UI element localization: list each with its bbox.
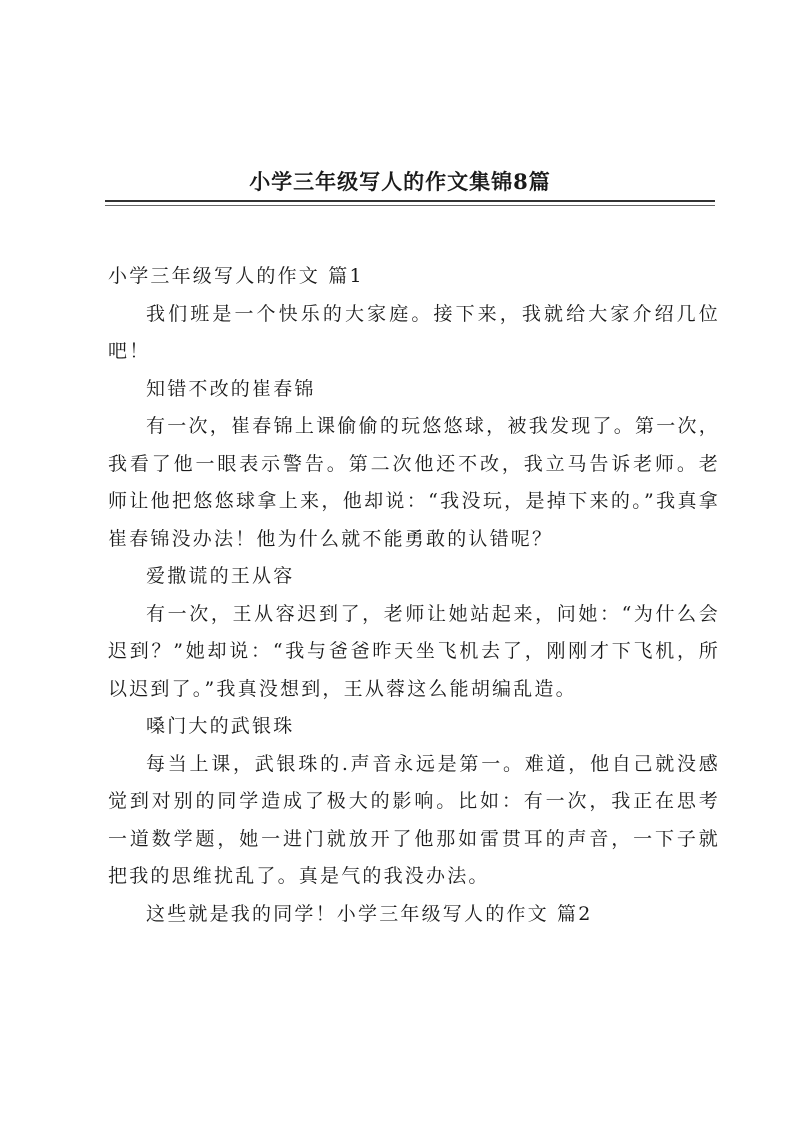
document-body <box>108 258 720 933</box>
paragraph-closing: 这些就是我的同学！小学三年级写人的作文 篇2 <box>146 902 593 925</box>
subheading-cui-chunjin: 知错不改的崔春锦 <box>146 377 316 400</box>
subheading-wu-yinzhu: 嗓门大的武银珠 <box>146 715 295 737</box>
paragraph-intro: 我们班是一个快乐的大家庭。接下来，我就给大家介绍几位吧！ <box>108 302 720 362</box>
title-rule-thick <box>105 200 715 202</box>
section-heading: 小学三年级写人的作文 篇1 <box>108 265 364 287</box>
document-title: 小学三年级写人的作文集锦8篇 <box>249 169 551 194</box>
paragraph-wu-yinzhu: 每当上课，武银珠的.声音永远是第一。难道，他自己就没感觉到对别的同学造成了极大的影响。比如：有一次，我正在思考一道数学题，她一进门就放开了他那如雷贯耳的声音，一下子就把我的思维扰乱了。真是气的我没办法。 <box>108 752 720 887</box>
paragraph-cui-chunjin: 有一次，崔春锦上课偷偷的玩悠悠球，被我发现了。第一次，我看了他一眼表示警告。第二次他还不改，我立马告诉老师。老师让他把悠悠球拿上来，他却说：“我没玩，是掉下来的。”我真拿崔春锦没办法！他为什么就不能勇敢的认错呢？ <box>108 415 720 550</box>
title-rule-thin <box>105 205 715 206</box>
subheading-wang-congrong: 爱撒谎的王从容 <box>146 565 295 587</box>
paragraph-wang-congrong: 有一次，王从容迟到了，老师让她站起来，问她：“为什么会迟到？”她却说：“我与爸爸昨天坐飞机去了，刚刚才下飞机，所以迟到了。”我真没想到，王从蓉这么能胡编乱造。 <box>108 602 720 700</box>
